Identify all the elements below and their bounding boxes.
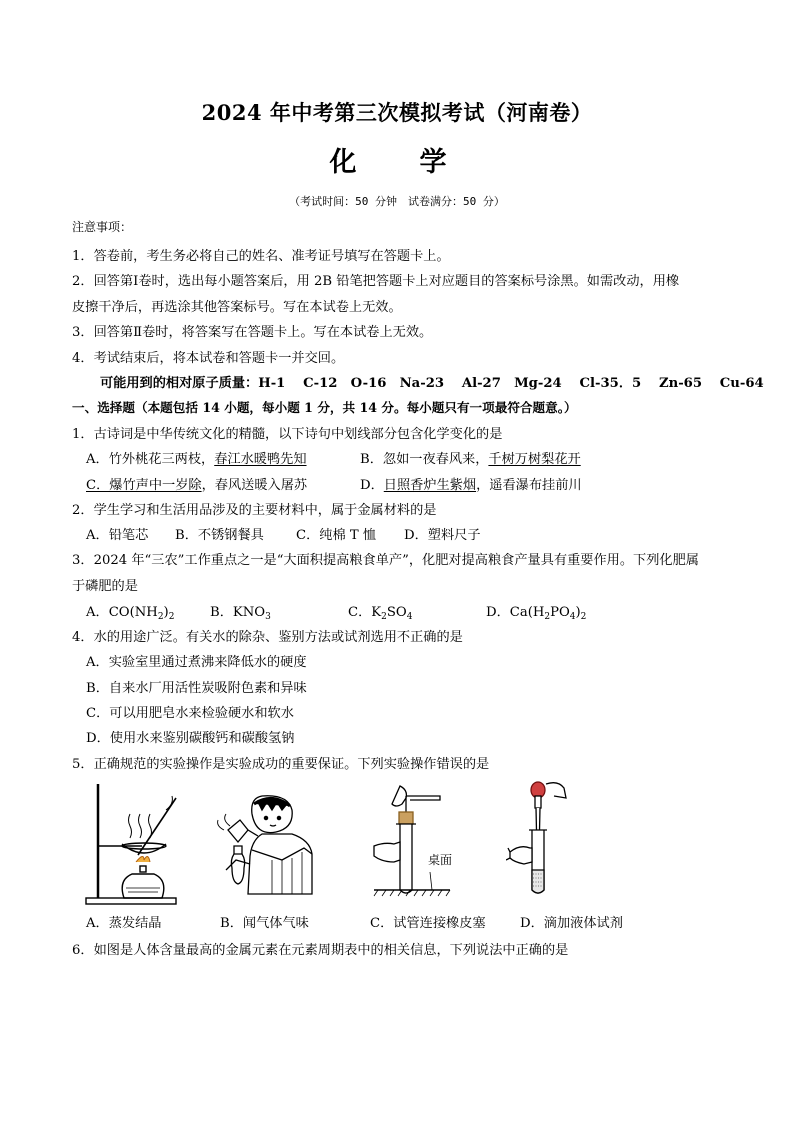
q3-option-b	[210, 601, 271, 620]
q1-option-a	[86, 448, 307, 467]
q3-d-sub: 2	[544, 612, 551, 622]
q3-d-sub3: 2	[580, 612, 587, 622]
desk-label: 桌面	[428, 853, 453, 867]
q3-c-sub: 2	[381, 612, 387, 622]
q1-c-underline: C．爆竹声中一岁除	[86, 478, 202, 493]
q2-option-a: A．铅笔芯	[86, 528, 149, 543]
q3-b-sub: 3	[265, 612, 271, 622]
q4-option-b: B．自来水厂用活性炭吸附色素和异味	[86, 681, 307, 696]
q5-option-d: D．滴加液体试剂	[520, 916, 623, 931]
q2-option-c: C．纯棉 T 恤	[296, 528, 377, 543]
q1-d-prefix: D．	[360, 478, 384, 493]
q1-option-b	[360, 448, 581, 467]
q3-a-end: )	[163, 605, 169, 620]
q1-stem: 1．古诗词是中华传统文化的精髓，以下诗句中划线部分包含化学变化的是	[72, 427, 503, 442]
note-4: 4．考试结束后，将本试卷和答题卡一并交回。	[72, 351, 345, 366]
q3-b-text: B．KNO	[210, 605, 266, 620]
q4-stem: 4．水的用途广泛。有关水的除杂、鉴别方法或试剂选用不正确的是	[72, 630, 463, 645]
q5-option-c: C．试管连接橡皮塞	[370, 916, 486, 931]
exam-title: 2024 年中考第三次模拟考试（河南卷）	[201, 100, 593, 125]
q2-stem: 2．学生学习和生活用品涉及的主要材料中，属于金属材料的是	[72, 503, 437, 518]
subject-title: 化 学	[329, 147, 465, 178]
atomic-masses: 可能用到的相对原子质量：H-1 C-12 O-16 Na-23 Al-27 Mg-24 Cl-35．5 Zn-65 Cu-64	[100, 376, 764, 391]
q3-stem-line1: 3．2024 年“三农”工作重点之一是“大面积提高粮食单产”，化肥对提高粮食产量具有重要作用。下列化肥属	[72, 553, 699, 568]
q1-d-underline: 日照香炉生紫烟	[383, 478, 477, 493]
q3-d-end: )	[575, 605, 581, 620]
q6-stem: 6．如图是人体含量最高的金属元素在元素周期表中的相关信息，下列说法中正确的是	[72, 943, 569, 958]
figure-evaporation	[80, 780, 190, 908]
q3-d-sub2: 4	[569, 612, 576, 622]
q1-b-text: B．忽如一夜春风来，	[360, 452, 489, 467]
q1-b-underline: 千树万树梨花开	[488, 452, 581, 467]
q3-a-sub: 2	[157, 612, 164, 622]
q4-option-d: D．使用水来鉴别碳酸钙和碳酸氢钠	[86, 731, 295, 746]
q3-a-text: A．CO(NH	[86, 605, 158, 620]
q1-a-underline: 春江水暖鸭先知	[214, 452, 307, 467]
note-2-line1: 2．回答第Ⅰ卷时，选出每小题答案后，用 2B 铅笔把答题卡上对应题目的答案标号涂黑。如需改动，用橡	[72, 274, 680, 289]
q5-stem: 5．正确规范的实验操作是实验成功的重要保证。下列实验操作错误的是	[72, 757, 490, 772]
q3-c-sub2: 4	[406, 612, 413, 622]
q4-option-c: C．可以用肥皂水来检验硬水和软水	[86, 706, 294, 721]
section1-heading: 一、选择题（本题包括 14 小题，每小题 1 分，共 14 分。每小题只有一项最符合题意。）	[72, 400, 577, 415]
q3-option-d	[486, 601, 586, 620]
figure-dropper	[506, 778, 572, 898]
q3-a-sub2: 2	[168, 612, 175, 622]
q3-d-mid: PO	[550, 605, 570, 620]
q5-option-b: B．闻气体气味	[220, 916, 309, 931]
q3-stem-line2: 于磷肥的是	[72, 579, 138, 594]
q4-option-a: A．实验室里通过煮沸来降低水的硬度	[86, 655, 307, 670]
note-2-line2: 皮擦干净后，再选涂其他答案标号。写在本试卷上无效。	[72, 300, 402, 315]
q2-option-d: D．塑料尺子	[404, 528, 481, 543]
stand-base	[86, 898, 176, 904]
q3-c-text: C．K	[348, 605, 382, 620]
q1-option-d	[360, 474, 582, 493]
q3-option-c	[348, 601, 412, 620]
figure-tube-stopper	[372, 782, 462, 902]
q3-c-mid: SO	[386, 605, 407, 620]
note-1: 1．答卷前，考生务必将自己的姓名、准考证号填写在答题卡上。	[72, 249, 450, 264]
q2-option-b: B．不锈钢餐具	[175, 528, 264, 543]
notes-heading: 注意事项：	[72, 220, 133, 234]
q3-option-a	[86, 601, 174, 620]
q5-option-a: A．蒸发结晶	[86, 916, 162, 931]
q1-option-c	[86, 474, 307, 493]
figure-smelling-gas	[212, 790, 322, 900]
q1-a-text: A．竹外桃花三两枝，	[86, 452, 215, 467]
q1-d-text: ，遥看瀑布挂前川	[476, 478, 582, 493]
q3-d-text: D．Ca(H	[486, 605, 545, 620]
note-3: 3．回答第Ⅱ卷时，将答案写在答题卡上。写在本试卷上无效。	[72, 325, 433, 340]
exam-info: （考试时间：50 分钟 试卷满分：50 分）	[289, 195, 505, 208]
q1-c-text: ，春风送暖入屠苏	[201, 478, 308, 493]
